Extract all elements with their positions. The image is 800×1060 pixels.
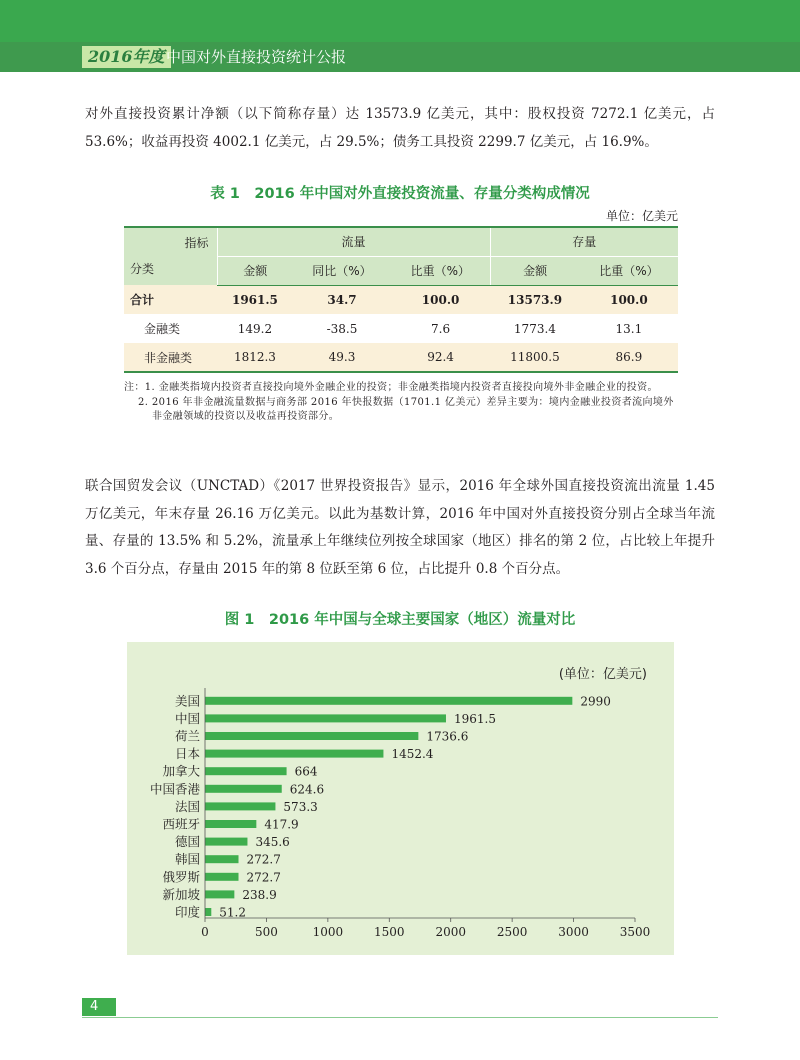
footer-rule [82, 1017, 718, 1018]
value-label: 272.7 [246, 852, 281, 867]
x-tick-label: 3000 [558, 925, 589, 939]
cell-stock-amount: 11800.5 [490, 343, 580, 372]
cell-flow-share: 7.6 [391, 314, 490, 343]
row-label: 金融类 [124, 314, 217, 343]
x-tick-label: 0 [201, 925, 209, 939]
cell-flow-amount: 149.2 [217, 314, 293, 343]
flow-stock-table [124, 226, 678, 373]
category-label: 德国 [174, 834, 200, 850]
cell-stock-share: 100.0 [580, 285, 678, 314]
cell-flow-yoy: 34.7 [293, 285, 391, 314]
x-tick-label: 3500 [619, 925, 651, 939]
value-label: 272.7 [246, 870, 281, 885]
table-row-financial [124, 314, 678, 343]
col-flow-share: 比重（%） [391, 256, 490, 285]
value-label: 238.9 [242, 887, 277, 902]
value-label: 51.2 [219, 905, 247, 920]
value-label: 1736.6 [426, 729, 469, 744]
cell-stock-amount: 13573.9 [490, 285, 580, 314]
col-stock-amount: 金额 [490, 256, 580, 285]
value-label: 1961.5 [453, 711, 496, 726]
bar-11 [205, 890, 234, 898]
paragraph-stock: 对外直接投资累计净额（以下简称存量）达 13573.9 亿美元，其中：股权投资 7272.1 亿美元，占 53.6%；收益再投资 4002.1 亿美元，占 29.5%；债务工具投资 2299.7 亿美元，占 16.9%。 [85, 106, 715, 150]
paragraph-unctad: 联合国贸发会议（UNCTAD）《2017 世界投资报告》显示，2016 年全球外国直接投资流出流量 1.45 万亿美元，年末存量 26.16 万亿美元。以此为基数计算，2016 年中国对外直接投资分别占全球当年流量、存量的 13.5% 和 5.2%，流量承上年继续位列按全球国家（地区）排名的第 2 位，占比较上年提升 3.6 个百分点，存量由 2015 年的第 8 位跃至第 6 位，占比提升 0.8 个百分点。 [85, 478, 715, 577]
report-title: 中国对外直接投资统计公报 [166, 48, 347, 66]
table-corner-header [124, 227, 217, 285]
bar-8 [205, 838, 247, 846]
value-label: 573.3 [283, 799, 318, 814]
chart-unit-label: (单位：亿美元) [558, 667, 647, 682]
bar-3 [205, 750, 383, 758]
category-label: 俄罗斯 [162, 869, 200, 885]
bar-7 [205, 820, 256, 828]
bar-6 [205, 802, 275, 810]
year-tag: 2016年度 [82, 46, 171, 68]
corner-indicator-label: 指标 [184, 236, 209, 250]
x-tick-label: 1000 [312, 925, 344, 939]
category-label: 新加坡 [162, 886, 200, 902]
row-label: 合计 [124, 285, 217, 314]
chart-panel [127, 642, 674, 955]
flow-comparison-chart [127, 642, 674, 955]
cell-flow-share: 92.4 [391, 343, 490, 372]
bar-2 [205, 732, 418, 740]
bar-1 [205, 714, 446, 722]
table-unit: 单位：亿美元 [605, 209, 678, 223]
category-label: 西班牙 [162, 816, 200, 832]
header-band [0, 0, 800, 42]
col-flow-yoy: 同比（%） [293, 256, 391, 285]
value-label: 1452.4 [391, 747, 434, 762]
stock-group-header: 存量 [490, 227, 678, 256]
category-label: 荷兰 [174, 728, 200, 744]
bar-5 [205, 785, 282, 793]
category-label: 日本 [174, 746, 200, 762]
bar-0 [205, 697, 572, 705]
col-flow-amount: 金额 [217, 256, 293, 285]
table-caption: 表 1 2016 年中国对外直接投资流量、存量分类构成情况 [210, 186, 590, 202]
cell-flow-yoy: 49.3 [293, 343, 391, 372]
cell-flow-amount: 1812.3 [217, 343, 293, 372]
category-label: 韩国 [174, 851, 200, 867]
note-2: 2. 2016 年非金融流量数据与商务部 2016 年快报数据（1701.1 亿美元）差异主要为：境内金融业投资者流向境外非金融领域的投资以及收益再投资部分。 [138, 396, 674, 422]
value-label: 345.6 [255, 835, 290, 850]
col-stock-share: 比重（%） [580, 256, 678, 285]
cell-stock-amount: 1773.4 [490, 314, 580, 343]
row-label: 非金融类 [124, 343, 217, 372]
category-label: 中国香港 [149, 781, 200, 797]
cell-flow-share: 100.0 [391, 285, 490, 314]
cell-stock-share: 86.9 [580, 343, 678, 372]
corner-category-label: 分类 [130, 262, 155, 276]
category-label: 印度 [174, 904, 200, 920]
cell-flow-amount: 1961.5 [217, 285, 293, 314]
bar-12 [205, 908, 211, 916]
chart-caption: 图 1 2016 年中国与全球主要国家（地区）流量对比 [224, 612, 576, 628]
category-label: 法国 [174, 798, 200, 814]
value-label: 2990 [580, 694, 611, 709]
value-label: 417.9 [264, 817, 299, 832]
note-1: 注：1. 金融类指境内投资者直接投向境外金融企业的投资；非金融类指境内投资者直接投向境外非金融企业的投资。 [124, 382, 658, 393]
bar-4 [205, 767, 287, 775]
cell-flow-yoy: -38.5 [293, 314, 391, 343]
x-tick-label: 2000 [435, 925, 466, 939]
flow-group-header: 流量 [217, 227, 490, 256]
x-tick-label: 1500 [374, 925, 405, 939]
table-row-nonfinancial [124, 343, 678, 372]
value-label: 624.6 [289, 782, 325, 797]
value-label: 664 [294, 764, 318, 779]
category-label: 加拿大 [162, 763, 200, 779]
table-row-total [124, 285, 678, 314]
bar-9 [205, 855, 239, 863]
x-tick-label: 500 [254, 925, 278, 939]
page-number: 4 [82, 998, 116, 1016]
table-notes [124, 381, 680, 425]
bar-10 [205, 873, 239, 881]
cell-stock-share: 13.1 [580, 314, 678, 343]
category-label: 中国 [174, 710, 200, 726]
category-label: 美国 [174, 693, 200, 709]
x-tick-label: 2500 [496, 925, 528, 939]
